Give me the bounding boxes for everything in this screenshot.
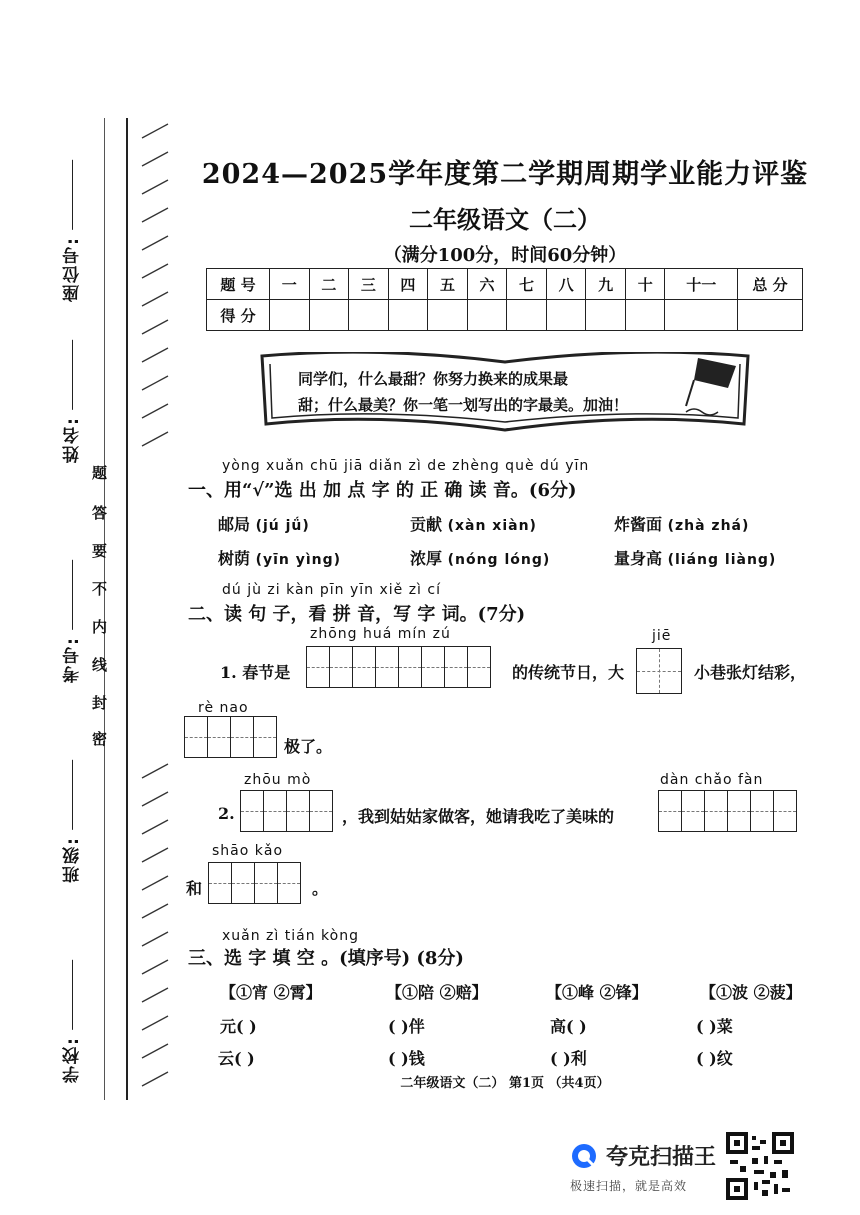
binding-outer-line (104, 118, 105, 1100)
score-value-row (207, 300, 803, 331)
q1-item[interactable] (614, 512, 749, 535)
s1-prefix: 1. 春节是 (220, 663, 291, 682)
score-cell: 七 (507, 269, 547, 300)
score-input-cell[interactable] (507, 300, 547, 331)
q3-group-head: 【①波 ②菠】 (700, 983, 802, 1002)
exam-number-label: 考号: (60, 560, 85, 683)
q3-blank[interactable]: ( )纹 (696, 1049, 733, 1068)
seal-char: 要 (92, 542, 108, 560)
score-cell: 九 (586, 269, 626, 300)
score-input-cell[interactable] (467, 300, 507, 331)
q3-title: 三、选 字 填 空 。(填序号) (8分) (188, 948, 464, 969)
page-footer: 二年级语文（二） 第1页 （共4页） (400, 1076, 610, 1091)
banner-line: 同学们，什么最甜？你努力换来的成果最 (298, 370, 569, 388)
q2-pinyin: dú jù zi kàn pīn yīn xiě zì cí (222, 582, 441, 598)
q3-blank[interactable]: ( )伴 (388, 1017, 425, 1036)
q1-word: 炸酱面 (614, 515, 663, 534)
score-cell: 十一 (665, 269, 738, 300)
score-input-cell[interactable] (586, 300, 626, 331)
q3-group-head: 【①峰 ②锋】 (546, 983, 648, 1002)
answer-grid[interactable] (240, 790, 333, 832)
seal-char: 线 (92, 656, 108, 674)
q1-word: 树荫 (218, 549, 251, 568)
score-input-cell[interactable] (665, 300, 738, 331)
score-input-cell[interactable] (738, 300, 803, 331)
score-row-label: 得 分 (207, 300, 270, 331)
answer-grid[interactable] (184, 716, 277, 758)
q1-item[interactable] (410, 512, 537, 535)
q1-options: (zhà zhá) (667, 518, 750, 534)
q3-blank[interactable]: ( )钱 (388, 1049, 425, 1068)
seal-char: 封 (92, 694, 108, 712)
q3-blank[interactable]: 元( ) (220, 1017, 257, 1036)
q2-title: 二、读 句 子，看 拼 音，写 字 词。(7分) (188, 604, 526, 625)
scanner-watermark (570, 1140, 716, 1194)
seal-char: 不 (92, 580, 108, 598)
q1-title: 一、用“√”选 出 加 点 字 的 正 确 读 音。(6分) (188, 480, 577, 501)
exam-subtitle: 二年级语文（二） (409, 205, 601, 234)
score-cell: 十 (625, 269, 665, 300)
s2-he: 和 (186, 879, 203, 898)
q1-item[interactable] (218, 546, 341, 569)
q1-word: 浓厚 (410, 549, 443, 568)
score-input-cell[interactable] (270, 300, 310, 331)
score-input-cell[interactable] (428, 300, 468, 331)
q3-pinyin: xuǎn zì tián kòng (222, 928, 359, 944)
score-cell: 题 号 (207, 269, 270, 300)
q1-options: (jú jǘ) (255, 518, 310, 534)
s1-pinyin-c: rè nao (198, 700, 249, 716)
score-cell: 二 (309, 269, 349, 300)
score-input-cell[interactable] (546, 300, 586, 331)
answer-box[interactable] (636, 648, 682, 694)
q1-item[interactable] (410, 546, 550, 569)
quark-logo-icon (570, 1142, 598, 1170)
watermark-brand: 夸克扫描王 (606, 1145, 717, 1170)
q1-options: (yīn yìng) (255, 552, 342, 568)
q1-options: (liáng liàng) (667, 552, 777, 568)
q3-blank[interactable]: 云( ) (218, 1049, 255, 1068)
watermark-brand-row (570, 1140, 716, 1171)
s1-pinyin-b: jiē (652, 628, 672, 644)
s2-end: 。 (312, 879, 329, 898)
banner-text (298, 366, 698, 418)
binding-line (126, 118, 128, 1100)
answer-grid[interactable] (306, 646, 491, 688)
answer-grid[interactable] (658, 790, 797, 832)
score-input-cell[interactable] (388, 300, 428, 331)
score-input-cell[interactable] (625, 300, 665, 331)
exam-title: 2024—2025学年度第二学期周期学业能力评鉴 (201, 159, 809, 190)
q1-item[interactable] (614, 546, 776, 569)
score-cell: 四 (388, 269, 428, 300)
answer-grid[interactable] (208, 862, 301, 904)
q1-word: 贡献 (410, 515, 443, 534)
q1-options: (nóng lóng) (447, 552, 551, 568)
score-cell: 八 (546, 269, 586, 300)
s2-mid: ，我到姑姑家做客，她请我吃了美味的 (342, 807, 615, 826)
seal-char: 答 (92, 504, 108, 522)
score-cell: 六 (467, 269, 507, 300)
s1-pinyin-a: zhōng huá mín zú (310, 626, 451, 642)
score-cell: 总 分 (738, 269, 803, 300)
q3-blank[interactable]: 高( ) (550, 1017, 587, 1036)
banner-line: 甜；什么最美？你一笔一划写出的字最美。加油！ (298, 396, 629, 414)
s1-mid: 的传统节日，大 (512, 663, 625, 682)
watermark-tagline: 极速扫描，就是高效 (570, 1179, 688, 1193)
score-input-cell[interactable] (349, 300, 389, 331)
q3-group-head: 【①陪 ②赔】 (386, 983, 488, 1002)
exam-info: （满分100分，时间60分钟） (383, 245, 627, 266)
q1-word: 量身高 (614, 549, 663, 568)
q3-group-head: 【①宵 ②霄】 (220, 983, 322, 1002)
school-label: 学校: (60, 960, 85, 1083)
seal-char: 密 (92, 730, 108, 748)
s2-prefix: 2. (218, 804, 235, 823)
q1-options: (xàn xiàn) (447, 518, 537, 534)
binding-slashes (138, 118, 178, 1100)
seal-char: 题 (92, 464, 108, 482)
seal-char: 内 (92, 618, 108, 636)
s2-pinyin-b: dàn chǎo fàn (660, 772, 764, 788)
encouragement-banner (258, 352, 752, 434)
seat-number-label: 座位号: (60, 160, 85, 302)
score-input-cell[interactable] (309, 300, 349, 331)
q3-blank[interactable]: ( )菜 (696, 1017, 733, 1036)
class-label: 班级: (60, 760, 85, 883)
score-cell: 一 (270, 269, 310, 300)
q1-word: 邮局 (218, 515, 251, 534)
q3-blank[interactable]: ( )利 (550, 1049, 587, 1068)
score-cell: 三 (349, 269, 389, 300)
s1-end: 极了。 (284, 737, 333, 756)
name-label: 姓名: (60, 340, 85, 463)
score-cell: 五 (428, 269, 468, 300)
score-table (206, 268, 803, 331)
s2-pinyin-a: zhōu mò (244, 772, 312, 788)
q1-pinyin: yòng xuǎn chū jiā diǎn zì de zhèng què dú yīn (222, 458, 590, 474)
qr-code-icon (726, 1132, 794, 1200)
score-header-row (207, 269, 803, 300)
s2-pinyin-c: shāo kǎo (212, 843, 284, 859)
s1-post: 小巷张灯结彩， (694, 663, 807, 682)
q1-item[interactable] (218, 512, 310, 535)
